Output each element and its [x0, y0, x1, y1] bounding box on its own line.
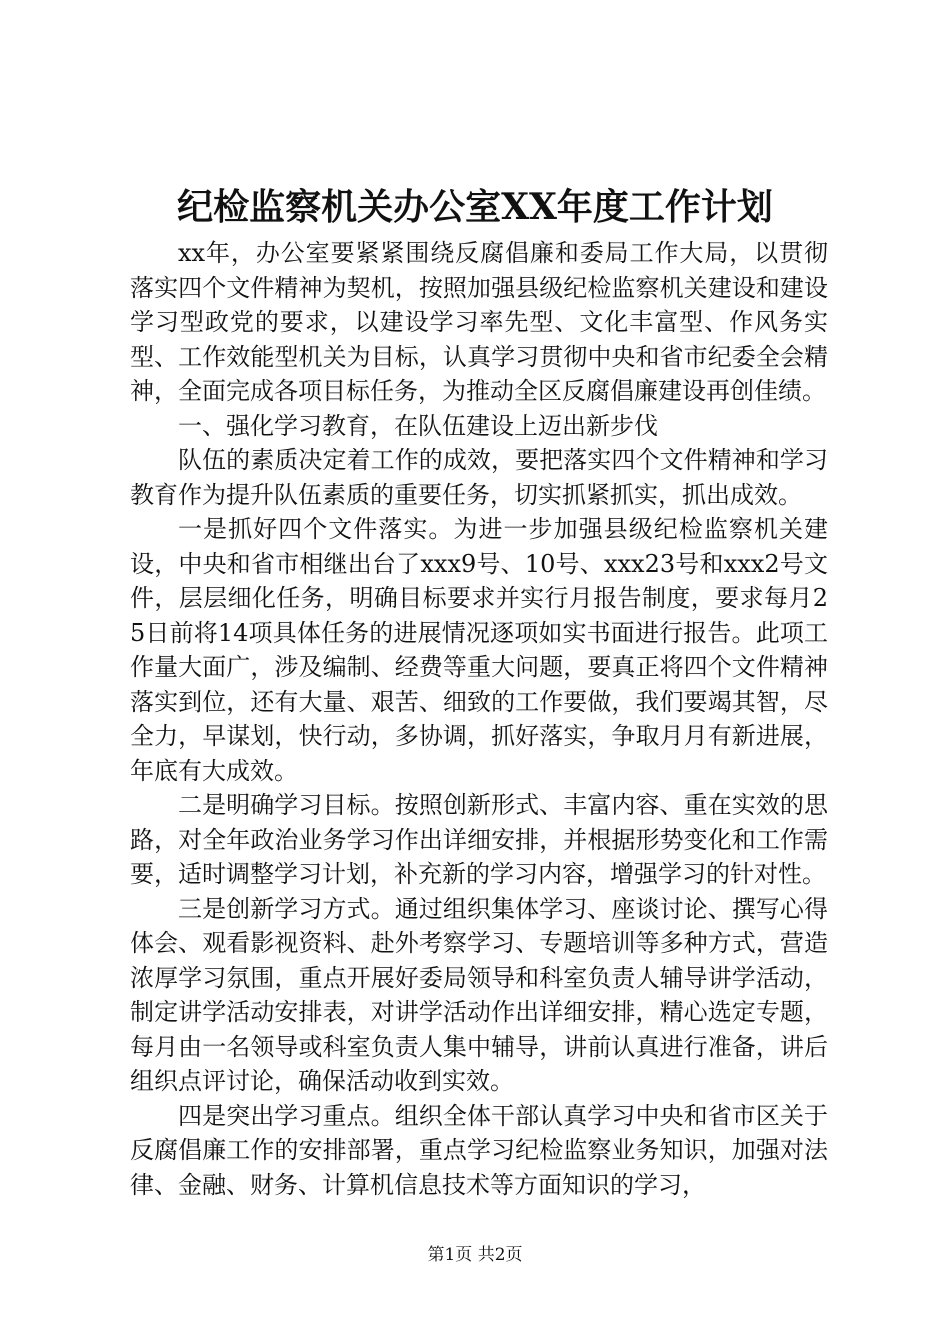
paragraph-item-1: 一是抓好四个文件落实。为进一步加强县级纪检监察机关建设，中央和省市相继出台了xxx9号、10号、xxx23号和xxx2号文件，层层细化任务，明确目标要求并实行月报告制度，要求每月25日前将14项具体任务的进展情况逐项如实书面进行报告。此项工作量大面广，涉及编制、经费等重大问题，要真正将四个文件精神落实到位，还有大量、艰苦、细致的工作要做，我们要竭其智，尽全力，早谋划，快行动，多协调，抓好落实，争取月月有新进展，年底有大成效。: [130, 515, 828, 785]
document-title: 纪检监察机关办公室XX年度工作计划: [177, 186, 773, 228]
paragraph-item-3: 三是创新学习方式。通过组织集体学习、座谈讨论、撰写心得体会、观看影视资料、赴外考察学习、专题培训等多种方式，营造浓厚学习氛围，重点开展好委局领导和科室负责人辅导讲学活动，制定讲学活动安排表，对讲学活动作出详细安排，精心选定专题，每月由一名领导或科室负责人集中辅导，讲前认真进行准备，讲后组织点评讨论，确保活动收到实效。: [130, 894, 828, 1095]
paragraph-intro: xx年，办公室要紧紧围绕反腐倡廉和委局工作大局，以贯彻落实四个文件精神为契机，按照加强县级纪检监察机关建设和建设学习型政党的要求，以建设学习率先型、文化丰富型、作风务实型、工作效能型机关为目标，认真学习贯彻中央和省市纪委全会精神，全面完成各项目标任务，为推动全区反腐倡廉建设再创佳绩。: [130, 239, 828, 405]
paragraph-team-quality: 队伍的素质决定着工作的成效，要把落实四个文件精神和学习教育作为提升队伍素质的重要任务，切实抓紧抓实，抓出成效。: [130, 446, 828, 509]
page-footer: 第1页 共2页: [427, 1245, 523, 1265]
paragraph-item-4: 四是突出学习重点。组织全体干部认真学习中央和省市区关于反腐倡廉工作的安排部署，重点学习纪检监察业务知识，加强对法律、金融、财务、计算机信息技术等方面知识的学习，: [130, 1101, 828, 1199]
section-heading-1: 一、强化学习教育，在队伍建设上迈出新步伐: [178, 411, 658, 440]
paragraph-item-2: 二是明确学习目标。按照创新形式、丰富内容、重在实效的思路，对全年政治业务学习作出详细安排，并根据形势变化和工作需要，适时调整学习计划，补充新的学习内容，增强学习的针对性。: [130, 791, 828, 888]
document-body: [130, 236, 828, 1202]
